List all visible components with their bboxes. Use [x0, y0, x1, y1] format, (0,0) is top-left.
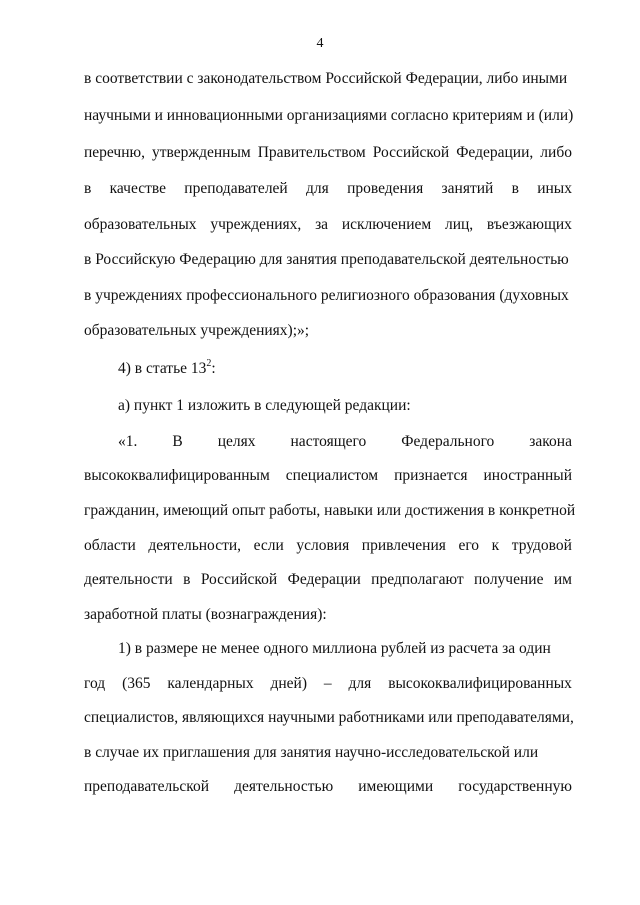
- text-line: год (365 календарных дней) – для высококвалифицированных: [84, 675, 572, 692]
- text-line: деятельности в Российской Федерации предполагают получение им: [84, 571, 572, 588]
- text-line: области деятельности, если условия привлечения его к трудовой: [84, 537, 572, 554]
- text-line: заработной платы (вознаграждения):: [84, 606, 327, 623]
- text-line: образовательных учреждениях, за исключением лиц, въезжающих: [84, 216, 572, 233]
- text-line: преподавательской деятельностью имеющими государственную: [84, 778, 572, 795]
- text-line: в случае их приглашения для занятия научно-исследовательской или: [84, 744, 539, 761]
- page-number: 4: [316, 36, 324, 51]
- text-line: высококвалифицированным специалистом признается иностранный: [84, 467, 572, 484]
- text-line: в соответствии с законодательством Российской Федерации, либо иными: [84, 70, 568, 87]
- text-line: образовательных учреждениях);»;: [84, 322, 310, 339]
- text-line: научными и инновационными организациями согласно критериям и (или): [84, 107, 574, 124]
- item-a-heading: а) пункт 1 изложить в следующей редакции:: [118, 397, 411, 414]
- text-line: в качестве преподавателей для проведения занятий в иных: [84, 180, 572, 197]
- text-line: гражданин, имеющий опыт работы, навыки или достижения в конкретной: [84, 502, 576, 519]
- text-line: в учреждениях профессионального религиозного образования (духовных: [84, 287, 569, 304]
- text-line: «1. В целях настоящего Федерального закона: [118, 433, 572, 450]
- text-line: перечню, утвержденным Правительством Российской Федерации, либо: [84, 144, 572, 161]
- text-line: специалистов, являющихся научными работниками или преподавателями,: [84, 709, 574, 726]
- item-4-heading: 4) в статье $13^2$:: [118, 358, 216, 377]
- text-line: 1) в размере не менее одного миллиона рублей из расчета за один: [118, 640, 551, 657]
- text-line: в Российскую Федерацию для занятия преподавательской деятельностью: [84, 251, 569, 268]
